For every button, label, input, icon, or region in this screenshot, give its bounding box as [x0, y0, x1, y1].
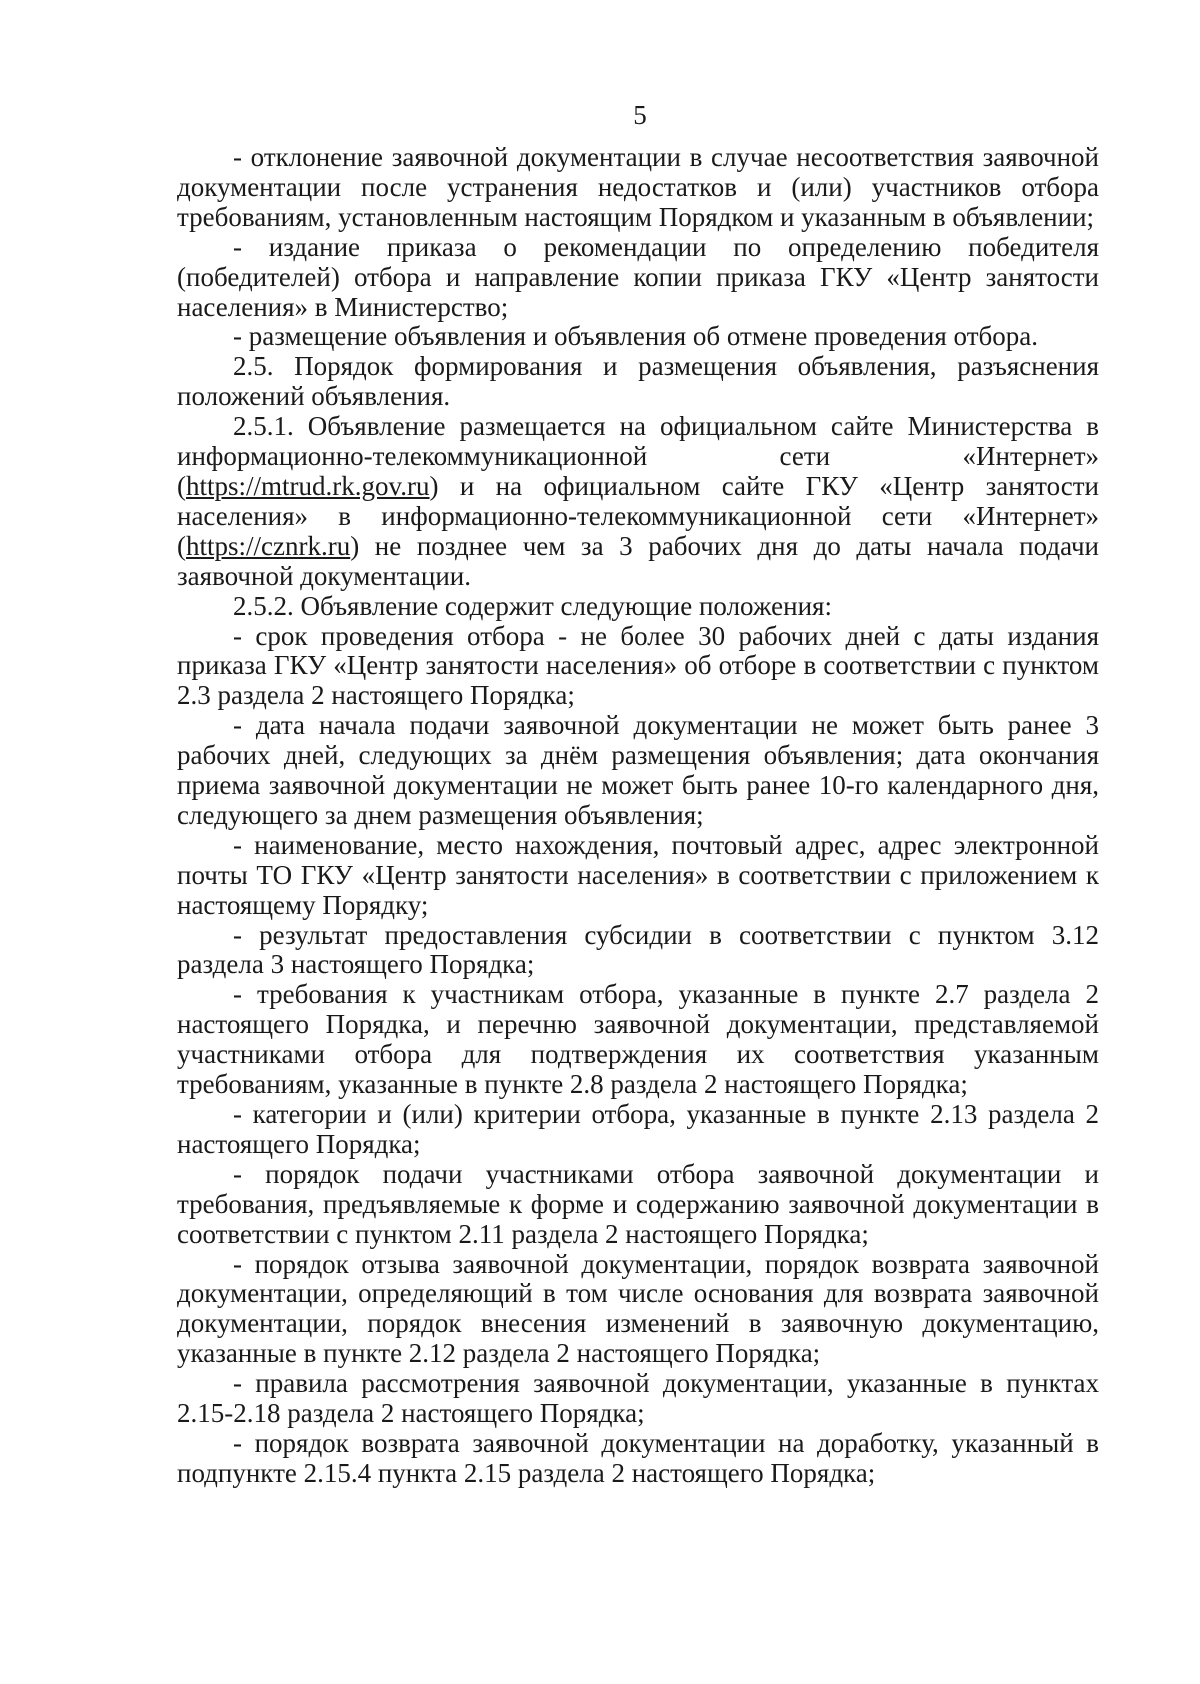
- paragraph-text-part: ) не позднее чем за 3 рабочих дня до даты начала подачи заявочной документации.: [177, 530, 1099, 591]
- list-item-selection-period: - срок проведения отбора - не более 30 рабочих дней с даты издания приказа ГКУ «Центр занятости населения» об отборе в соответствии с пунктом 2.3 раздела 2 настоящего Порядка;: [177, 620, 1099, 711]
- list-item-selection-criteria: - категории и (или) критерии отбора, указанные в пункте 2.13 раздела 2 настоящего Порядка;: [177, 1099, 1099, 1159]
- paragraph-rejection: - отклонение заявочной документации в случае несоответствия заявочной документации после устранения недостатков и (или) участников отбора требованиям, установленным настоящим Порядком и указанным в объявлении;: [177, 142, 1099, 232]
- document-body: [177, 143, 1099, 1489]
- paragraph-section-2-5-1: [177, 412, 1099, 591]
- paragraph-section-2-5-2: 2.5.2. Объявление содержит следующие положения:: [233, 590, 832, 621]
- list-item-review-rules: - правила рассмотрения заявочной документации, указанные в пунктах 2.15-2.18 раздела 2 настоящего Порядка;: [177, 1368, 1099, 1429]
- ministry-site-link[interactable]: https://mtrud.rk.gov.ru: [186, 470, 430, 501]
- page-number: 5: [633, 100, 647, 130]
- list-item-contact-details: - наименование, место нахождения, почтовый адрес, адрес электронной почты ТО ГКУ «Центр занятости населения» в соответствии с приложением к настоящему Порядку;: [177, 829, 1099, 920]
- paragraph-text-part: 2.5.1. Объявление размещается на официальном сайте Министерства в информационно-телекоммуникационной сети «Интернет» (: [177, 411, 1099, 501]
- list-item-subsidy-result: - результат предоставления субсидии в соответствии с пунктом 3.12 раздела 3 настоящего Порядка;: [177, 919, 1099, 980]
- list-item-rework-return: - порядок возврата заявочной документации на доработку, указанный в подпункте 2.15.4 пункта 2.15 раздела 2 настоящего Порядка;: [177, 1427, 1099, 1488]
- employment-center-site-link[interactable]: https://cznrk.ru: [186, 530, 351, 561]
- paragraph-text-part: ) и на официальном сайте ГКУ «Центр занятости населения» в информационно-телекоммуникационной сети «Интернет» (: [177, 470, 1099, 561]
- list-item-withdrawal-procedure: - порядок отзыва заявочной документации, порядок возврата заявочной документации, определяющий в том числе основания для возврата заявочной документации, порядок внесения изменений в заявочную документацию, указанные в пункте 2.12 раздела 2 настоящего Порядка;: [177, 1248, 1099, 1369]
- list-item-submission-procedure: - порядок подачи участниками отбора заявочной документации и требования, предъявляемые к форме и содержанию заявочной документации в соответствии с пунктом 2.11 раздела 2 настоящего Порядка;: [177, 1158, 1099, 1249]
- list-item-submission-dates: - дата начала подачи заявочной документации не может быть ранее 3 рабочих дней, следующих за днём размещения объявления; дата окончания приема заявочной документации не может быть ранее 10-го календарного дня, следующего за днем размещения объявления;: [177, 710, 1099, 830]
- list-item-participant-requirements: - требования к участникам отбора, указанные в пункте 2.7 раздела 2 настоящего Порядка, и перечню заявочной документации, представляемой участниками отбора для подтверждения их соответствия указанным требованиям, указанные в пункте 2.8 раздела 2 настоящего Порядка;: [177, 979, 1099, 1100]
- paragraph-announcement-placement: - размещение объявления и объявления об отмене проведения отбора.: [233, 321, 1038, 352]
- paragraph-order-issue: - издание приказа о рекомендации по определению победителя (победителей) отбора и направление копии приказа ГКУ «Центр занятости населения» в Министерство;: [177, 231, 1099, 322]
- paragraph-section-2-5: 2.5. Порядок формирования и размещения объявления, разъяснения положений объявления.: [177, 351, 1099, 412]
